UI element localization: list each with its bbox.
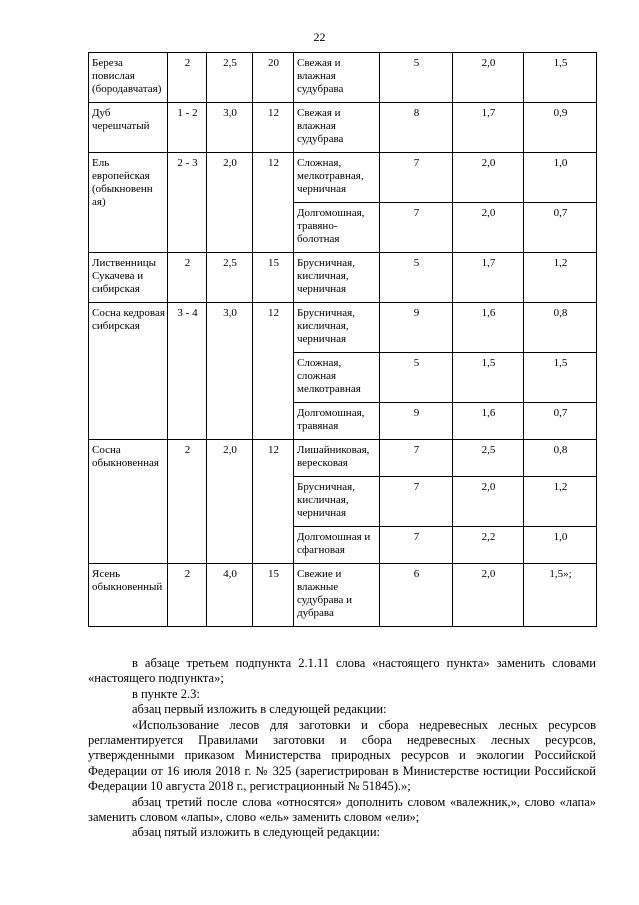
forest-type-cell: Сложная, сложная мелкотравная xyxy=(294,353,380,403)
n2-cell: 2,2 xyxy=(453,527,524,564)
class-cell: 1 - 2 xyxy=(168,103,207,153)
n1-cell: 5 xyxy=(380,53,453,103)
forest-type-cell: Брусничная, кисличная, черничная xyxy=(294,477,380,527)
n1-cell: 6 xyxy=(380,564,453,627)
forest-norms-table xyxy=(88,52,597,627)
class-cell: 2 xyxy=(168,253,207,303)
n2-cell: 1,7 xyxy=(453,253,524,303)
forest-type-cell: Долгомошная, травяно-болотная xyxy=(294,203,380,253)
paragraph: в абзаце третьем подпункта 2.1.11 слова «настоящего пункта» заменить словами «настоящего подпункта»; xyxy=(88,656,596,686)
value1-cell: 2,0 xyxy=(207,153,253,253)
species-cell: Дуб черешчатый xyxy=(89,103,168,153)
n3-cell: 0,7 xyxy=(524,403,597,440)
table-row xyxy=(89,103,597,153)
value2-cell: 15 xyxy=(253,253,294,303)
n2-cell: 2,0 xyxy=(453,477,524,527)
value1-cell: 3,0 xyxy=(207,303,253,440)
n2-cell: 1,6 xyxy=(453,303,524,353)
forest-type-cell: Сложная, мелкотравная, черничная xyxy=(294,153,380,203)
n2-cell: 1,6 xyxy=(453,403,524,440)
n1-cell: 7 xyxy=(380,153,453,203)
n3-cell: 0,8 xyxy=(524,303,597,353)
forest-type-cell: Свежая и влажная судубрава xyxy=(294,53,380,103)
table-row xyxy=(89,253,597,303)
forest-type-cell: Долгомошная и сфагновая xyxy=(294,527,380,564)
forest-type-cell: Долгомошная, травяная xyxy=(294,403,380,440)
n2-cell: 2,0 xyxy=(453,153,524,203)
species-cell: Береза повислая (бородавчатая) xyxy=(89,53,168,103)
species-cell: Сосна обыкновенная xyxy=(89,440,168,564)
n3-cell: 1,2 xyxy=(524,477,597,527)
class-cell: 2 - 3 xyxy=(168,153,207,253)
n2-cell: 2,0 xyxy=(453,53,524,103)
n3-cell: 0,7 xyxy=(524,203,597,253)
n1-cell: 7 xyxy=(380,527,453,564)
forest-type-cell: Брусничная, кисличная, черничная xyxy=(294,303,380,353)
table-row xyxy=(89,440,597,477)
page-number: 22 xyxy=(313,30,326,44)
table-body xyxy=(89,53,597,627)
n2-cell: 2,0 xyxy=(453,564,524,627)
n1-cell: 7 xyxy=(380,203,453,253)
forest-type-cell: Свежая и влажная судубрава xyxy=(294,103,380,153)
n2-cell: 2,0 xyxy=(453,203,524,253)
amendment-text xyxy=(88,656,596,841)
n3-cell: 1,0 xyxy=(524,527,597,564)
value2-cell: 12 xyxy=(253,153,294,253)
class-cell: 2 xyxy=(168,53,207,103)
n3-cell: 0,9 xyxy=(524,103,597,153)
class-cell: 2 xyxy=(168,564,207,627)
table-row xyxy=(89,53,597,103)
paragraph: абзац первый изложить в следующей редакции: xyxy=(132,702,387,717)
n2-cell: 1,7 xyxy=(453,103,524,153)
n1-cell: 8 xyxy=(380,103,453,153)
species-cell: Сосна кедровая сибирская xyxy=(89,303,168,440)
n3-cell: 1,0 xyxy=(524,153,597,203)
value1-cell: 3,0 xyxy=(207,103,253,153)
forest-type-cell: Лишайниковая, вересковая xyxy=(294,440,380,477)
n3-cell: 1,5 xyxy=(524,53,597,103)
paragraph: абзац пятый изложить в следующей редакции: xyxy=(132,825,381,840)
value2-cell: 12 xyxy=(253,440,294,564)
value2-cell: 20 xyxy=(253,53,294,103)
table-row xyxy=(89,303,597,353)
paragraph: «Использование лесов для заготовки и сбора недревесных лесных ресурсов регламентируется Правилами заготовки и сбора недревесных лесных ресурсов, утвержденными приказом Министерства природных ресурсов и экологии Российской Федерации от 16 июля 2018 г. № 325 (зарегистрирован в Министерстве юстиции Российской Федерации 10 августа 2018 г., регистрационный № 51845).»; xyxy=(88,717,596,794)
value2-cell: 15 xyxy=(253,564,294,627)
n3-cell: 0,8 xyxy=(524,440,597,477)
table-row xyxy=(89,153,597,203)
paragraph: абзац третий после слова «относятся» дополнить словом «валежник,», слово «лапа» заменить словом «лапы», слово «ель» заменить словом «ели»; xyxy=(88,794,596,825)
value1-cell: 2,5 xyxy=(207,53,253,103)
n1-cell: 9 xyxy=(380,403,453,440)
n2-cell: 2,5 xyxy=(453,440,524,477)
n1-cell: 7 xyxy=(380,477,453,527)
n3-cell: 1,5 xyxy=(524,353,597,403)
value1-cell: 2,0 xyxy=(207,440,253,564)
value2-cell: 12 xyxy=(253,103,294,153)
n2-cell: 1,5 xyxy=(453,353,524,403)
class-cell: 3 - 4 xyxy=(168,303,207,440)
n1-cell: 5 xyxy=(380,253,453,303)
n1-cell: 7 xyxy=(380,440,453,477)
species-cell: Лиственницы Сукачева и сибирская xyxy=(89,253,168,303)
value1-cell: 4,0 xyxy=(207,564,253,627)
species-cell: Ель европейская (обыкновенн ая) xyxy=(89,153,168,253)
n3-cell: 1,2 xyxy=(524,253,597,303)
value2-cell: 12 xyxy=(253,303,294,440)
class-cell: 2 xyxy=(168,440,207,564)
table-row xyxy=(89,564,597,627)
paragraph: в пункте 2.3: xyxy=(132,686,200,701)
n1-cell: 9 xyxy=(380,303,453,353)
value1-cell: 2,5 xyxy=(207,253,253,303)
species-cell: Ясень обыкновенный xyxy=(89,564,168,627)
n3-cell: 1,5»; xyxy=(524,564,597,627)
forest-type-cell: Свежие и влажные судубрава и дубрава xyxy=(294,564,380,627)
n1-cell: 5 xyxy=(380,353,453,403)
forest-type-cell: Брусничная, кисличная, черничная xyxy=(294,253,380,303)
